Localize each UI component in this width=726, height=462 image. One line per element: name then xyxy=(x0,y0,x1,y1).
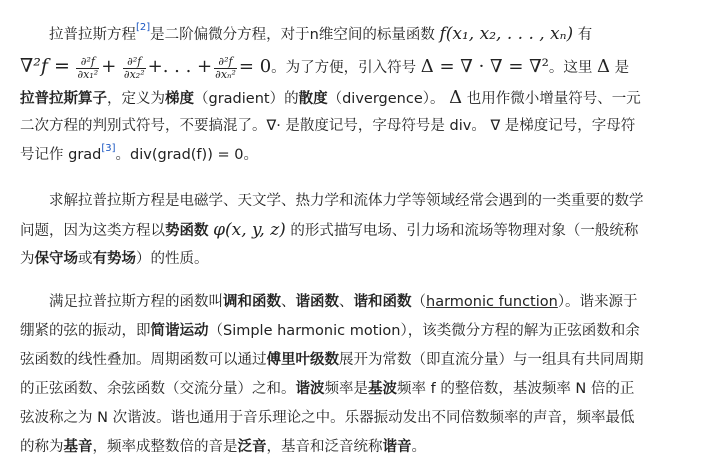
text-line xyxy=(20,317,710,346)
math-delta-symbol: Δ xyxy=(449,87,463,108)
term-harmonic-wave: 谐波 xyxy=(295,381,325,397)
math-delta-symbol: Δ xyxy=(597,56,611,77)
text-span: （divergence）。 xyxy=(327,91,450,107)
harmonic-function-link[interactable]: harmonic function xyxy=(426,294,558,310)
text-span: 的形式描写电场、引力场和流场等物理对象（一般统称 xyxy=(285,223,639,239)
term-harmonic-function-1: 调和函数 xyxy=(223,294,281,310)
text-span: 是二阶偏微分方程，对于n维空间的标量函数 xyxy=(150,27,440,43)
term-overtone: 泛音 xyxy=(237,439,267,455)
reference-link-3[interactable]: [3] xyxy=(101,143,116,154)
math-laplacian-f: ∇²f = xyxy=(20,55,70,77)
math-fraction-1 xyxy=(76,56,99,81)
term-conservative-field: 保守场 xyxy=(34,251,78,267)
fraction-denominator: ∂x₁² xyxy=(77,67,99,81)
text-span: 绷紧的弦的振动，即 xyxy=(20,323,151,339)
text-line xyxy=(20,83,710,112)
math-potential-function: φ(x, y, z) xyxy=(213,220,286,240)
text-span: 有 xyxy=(573,27,593,43)
text-span: 或 xyxy=(78,251,93,267)
term-laplace-operator: 拉普拉斯算子 xyxy=(20,91,107,107)
fraction-denominator: ∂xₙ² xyxy=(215,67,236,81)
text-span: ，定义为 xyxy=(107,91,165,107)
term-fourier-series: 傅里叶级数 xyxy=(266,352,339,368)
term-harmonic-tone: 谐音 xyxy=(382,439,412,455)
math-equals-zero: = 0 xyxy=(238,56,272,77)
term-harmonic-function-3: 谐和函数 xyxy=(353,294,412,310)
text-span: 频率是 xyxy=(324,381,368,397)
text-span: 。这里 xyxy=(548,60,598,76)
term-gradient: 梯度 xyxy=(165,91,194,107)
fraction-numerator: ∂²f xyxy=(214,56,237,69)
text-span: 、 xyxy=(281,294,296,310)
text-line xyxy=(20,216,710,245)
fraction-denominator: ∂x₂² xyxy=(123,67,145,81)
text-span: ）。谐来源于 xyxy=(557,294,638,310)
math-plus: + xyxy=(101,56,117,77)
text-span: （Simple harmonic motion），该类微分方程的解为正弦函数和余 xyxy=(208,323,640,339)
math-scalar-function: f(x₁, x₂, . . . , xₙ) xyxy=(439,24,574,44)
text-span: ，频率成整数倍的音是 xyxy=(92,439,238,455)
text-line xyxy=(20,375,710,404)
text-line xyxy=(20,141,710,170)
term-laplace-equation: 拉普拉斯方程 xyxy=(49,27,136,43)
term-harmonic-function-2: 谐函数 xyxy=(295,294,339,310)
text-line xyxy=(20,245,710,274)
text-span: 问题，因为这类方程以 xyxy=(20,223,165,239)
term-simple-harmonic-motion: 简谐运动 xyxy=(150,323,209,339)
text-span: 。 xyxy=(411,439,426,455)
text-span: 弦函数的线性叠加。周期函数可以通过 xyxy=(20,352,267,368)
text-span: 的称为 xyxy=(20,439,64,455)
text-span: ，基音和泛音统称 xyxy=(266,439,383,455)
text-span: 的正弦函数、余弦函数（交流分量）之和。 xyxy=(20,381,296,397)
text-span: 为 xyxy=(20,251,35,267)
text-line xyxy=(20,346,710,375)
term-fundamental-tone: 基音 xyxy=(63,439,93,455)
equation-line xyxy=(20,49,710,83)
text-line: 弦波称之为 N 次谐波。谐也通用于音乐理论之中。乐器振动发出不同倍数频率的声音，频率最低 xyxy=(20,410,635,426)
text-line xyxy=(20,288,710,317)
text-line xyxy=(20,20,710,49)
text-line xyxy=(20,433,710,462)
math-fraction-2 xyxy=(123,56,146,81)
math-ellipsis-plus: +. . . + xyxy=(147,56,213,77)
term-fundamental-wave: 基波 xyxy=(368,381,397,397)
text-span: 频率 f 的整倍数，基波频率 N 倍的正 xyxy=(397,381,635,397)
term-divergence: 散度 xyxy=(298,91,328,107)
reference-link-2[interactable]: [2] xyxy=(136,22,151,33)
text-line: 二次方程的判别式符号，不要搞混了。∇· 是散度记号，字母符号是 div。 ∇ 是梯度记号，字母符 xyxy=(20,118,636,134)
math-delta-definition: Δ = ∇ · ∇ = ∇² xyxy=(420,56,549,77)
text-span: 、 xyxy=(339,294,354,310)
text-span: 。div(grad(f)) = 0。 xyxy=(115,147,258,163)
text-span: 展开为常数（即直流分量）与一组具有共同周期 xyxy=(339,352,644,368)
text-span: 号记作 grad xyxy=(20,147,102,163)
text-span: 也用作微小增量符号、一元 xyxy=(462,91,641,107)
fraction-numerator: ∂²f xyxy=(123,56,146,69)
text-span: 满足拉普拉斯方程的函数叫 xyxy=(49,294,223,310)
text-span: （ xyxy=(411,294,426,310)
text-span: 。为了方便，引入符号 xyxy=(271,60,421,76)
math-fraction-3 xyxy=(214,56,237,81)
text-span: ）的性质。 xyxy=(136,251,209,267)
paragraph-laplace-definition xyxy=(20,20,710,170)
term-potential-function: 势函数 xyxy=(165,223,209,239)
text-span: （gradient）的 xyxy=(194,91,299,107)
fraction-numerator: ∂²f xyxy=(76,56,99,69)
term-potential-field: 有势场 xyxy=(92,251,136,267)
paragraph-harmonic-functions xyxy=(20,288,710,462)
text-span: 是 xyxy=(610,60,630,76)
paragraph-applications xyxy=(20,187,710,274)
text-line: 求解拉普拉斯方程是电磁学、天文学、热力学和流体力学等领域经常会遇到的一类重要的数学 xyxy=(49,193,644,209)
